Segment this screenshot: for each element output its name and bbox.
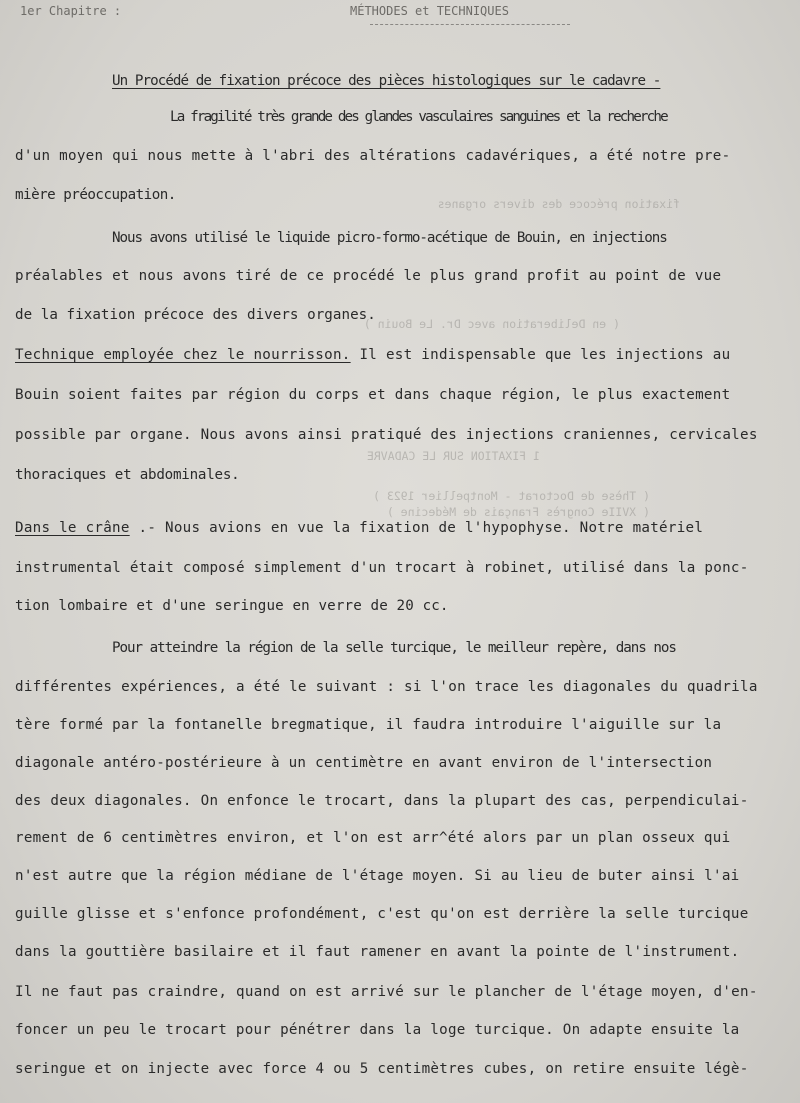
section-title [112, 73, 800, 89]
subheading-crane: Dans le crâne .- Nous avions en vue la fixation de l'hypophyse. Notre matériel [15, 520, 704, 536]
text-line: d'un moyen qui nous mette à l'abri des altérations cadavériques, a été notre pre- [15, 148, 731, 164]
ghost-line: ( Thèse de Doctorat - Montpellier 1923 ) [373, 489, 650, 503]
text-line: possible par organe. Nous avons ainsi pratiqué des injections craniennes, cervicales [15, 427, 758, 443]
text-line: Pour atteindre la région de la selle turcique, le meilleur repère, dans nos [112, 640, 676, 656]
subheading-crane-underlined: Dans le crâne [15, 520, 130, 536]
ghost-line: fixation précoce des divers organes [437, 197, 680, 211]
text-line: Il ne faut pas craindre, quand on est arrivé sur le plancher de l'étage moyen, d'en- [15, 984, 758, 1000]
text-line: Bouin soient faites par région du corps et dans chaque région, le plus exactement [15, 387, 731, 403]
text-line: guille glisse et s'enfonce profondément, c'est qu'on est derrière la selle turcique [15, 906, 749, 922]
text-line: mière préoccupation. [15, 187, 176, 203]
text-line: rement de 6 centimètres environ, et l'on est arr^été alors par un plan osseux qui [15, 830, 731, 846]
text-line: diagonale antéro-postérieure à un centimètre en avant environ de l'intersection [15, 755, 713, 771]
section-title-text: Un Procédé de fixation précoce des pièces histologiques sur le cadavre - [112, 73, 661, 89]
subject-label: MÉTHODES et TECHNIQUES [350, 4, 509, 18]
text-line: différentes expériences, a été le suivant : si l'on trace les diagonales du quadrila [15, 679, 758, 695]
ghost-line: ( en Deliberation avec Dr. Le Bouin ) [363, 317, 620, 331]
text-line: n'est autre que la région médiane de l'étage moyen. Si au lieu de buter ainsi l'ai [15, 868, 740, 884]
subheading-technique: Technique employée chez le nourrisson. Il est indispensable que les injections au [15, 347, 731, 363]
subheading-technique-underlined: Technique employée chez le nourrisson. [15, 347, 351, 363]
text-line: foncer un peu le trocart pour pénétrer dans la loge turcique. On adapte ensuite la [15, 1022, 740, 1038]
text-line: dans la gouttière basilaire et il faut ramener en avant la pointe de l'instrument. [15, 944, 740, 960]
text-line [15, 347, 800, 363]
text-line: Nous avons utilisé le liquide picro-formo-acétique de Bouin, en injections [112, 230, 667, 246]
text-line: La fragilité très grande des glandes vasculaires sanguines et la recherche [170, 109, 667, 125]
header-rule [370, 24, 570, 25]
ghost-line: ( XVIIe Congrès Français de Médecine ) [386, 505, 650, 519]
ghost-line: 1 FIXATION SUR LE CADAVRE [366, 449, 540, 463]
text-line: préalables et nous avons tiré de ce procédé le plus grand profit au point de vue [15, 268, 722, 284]
text-line: tère formé par la fontanelle bregmatique, il faudra introduire l'aiguille sur la [15, 717, 722, 733]
text-line: seringue et on injecte avec force 4 ou 5 centimètres cubes, on retire ensuite légè- [15, 1061, 749, 1077]
chapter-label: 1er Chapitre : [20, 4, 122, 18]
text-line: instrumental était composé simplement d'un trocart à robinet, utilisé dans la ponc- [15, 560, 749, 576]
text-line: des deux diagonales. On enfonce le trocart, dans la plupart des cas, perpendiculai- [15, 793, 749, 809]
text-line: de la fixation précoce des divers organes. [15, 307, 376, 323]
text-line: thoraciques et abdominales. [15, 467, 240, 483]
text-line: tion lombaire et d'une seringue en verre de 20 cc. [15, 598, 449, 614]
text-line [15, 520, 800, 536]
